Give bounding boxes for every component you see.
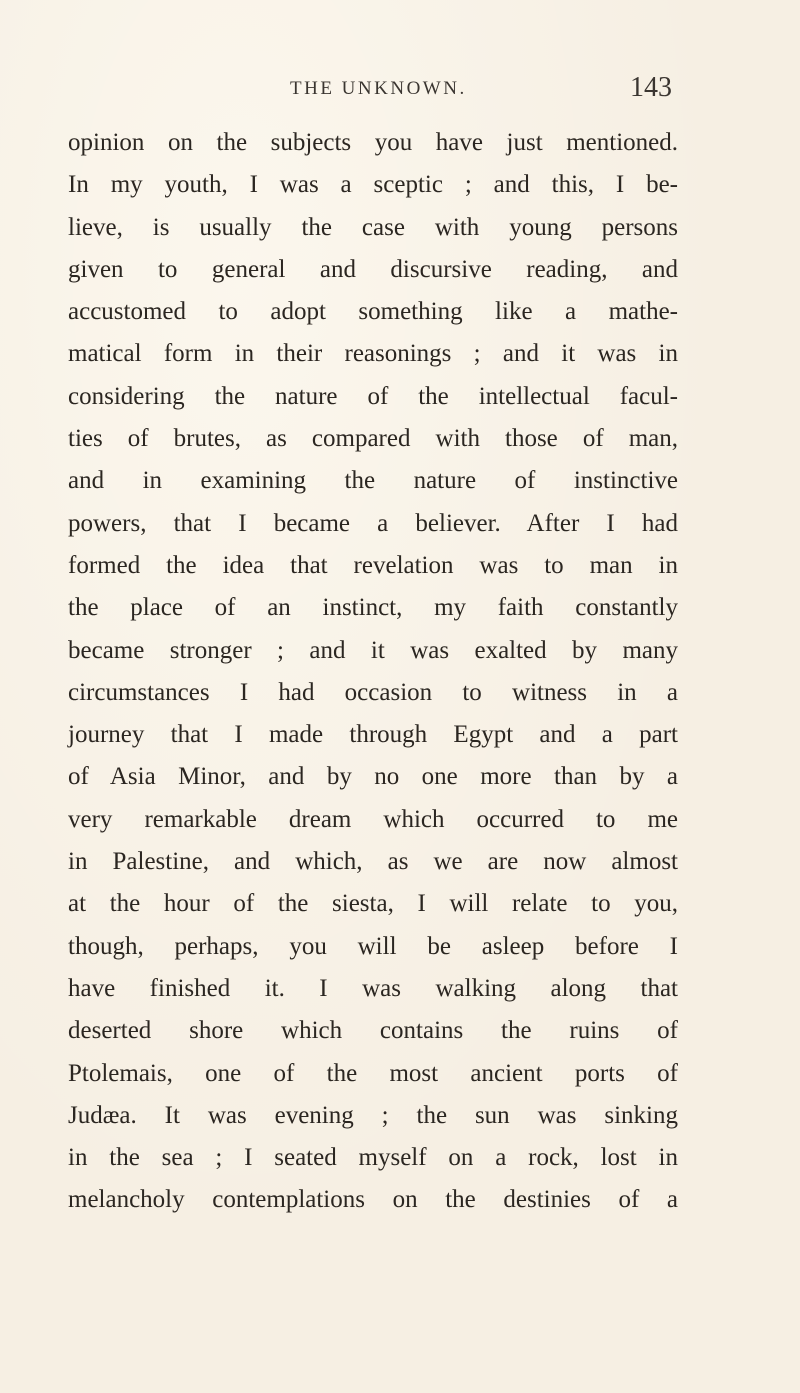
text-line: in Palestine, and which, as we are now almost [68, 848, 678, 876]
page-number: 143 [630, 72, 672, 103]
text-line: though, perhaps, you will be asleep before I [68, 932, 678, 960]
body-text [68, 122, 678, 1222]
text-line: formed the idea that revelation was to man in [68, 551, 678, 579]
text-line: and in examining the nature of instinctive [68, 467, 678, 495]
text-line: became stronger ; and it was exalted by many [68, 636, 678, 664]
text-line: journey that I made through Egypt and a part [68, 721, 678, 749]
text-line: considering the nature of the intellectual facul- [68, 382, 678, 410]
text-line: circumstances I had occasion to witness in a [68, 678, 678, 706]
running-head [0, 68, 800, 108]
text-line: lieve, is usually the case with young persons [68, 213, 678, 241]
text-line: In my youth, I was a sceptic ; and this, I be- [68, 171, 678, 199]
text-line: powers, that I became a believer. After I had [68, 509, 678, 537]
text-line: Ptolemais, one of the most ancient ports of [68, 1059, 678, 1087]
text-line: very remarkable dream which occurred to me [68, 805, 678, 833]
text-line: the place of an instinct, my faith constantly [68, 594, 678, 622]
text-line: at the hour of the siesta, I will relate to you, [68, 890, 678, 918]
text-line: opinion on the subjects you have just mentioned. [68, 129, 678, 156]
text-line: melancholy contemplations on the destinies of a [68, 1186, 678, 1214]
text-line: of Asia Minor, and by no one more than by a [68, 763, 678, 791]
text-line: in the sea ; I seated myself on a rock, lost in [68, 1144, 678, 1172]
text-line: have finished it. I was walking along that [68, 974, 678, 1002]
text-line: ties of brutes, as compared with those of man, [68, 425, 678, 453]
text-line: deserted shore which contains the ruins of [68, 1017, 678, 1045]
text-line: Judæa. It was evening ; the sun was sinking [68, 1101, 678, 1129]
running-title: THE UNKNOWN. [290, 78, 467, 99]
text-line: accustomed to adopt something like a mathe- [68, 298, 678, 326]
text-line: matical form in their reasonings ; and it was in [68, 340, 678, 368]
text-line: given to general and discursive reading, and [68, 255, 678, 283]
